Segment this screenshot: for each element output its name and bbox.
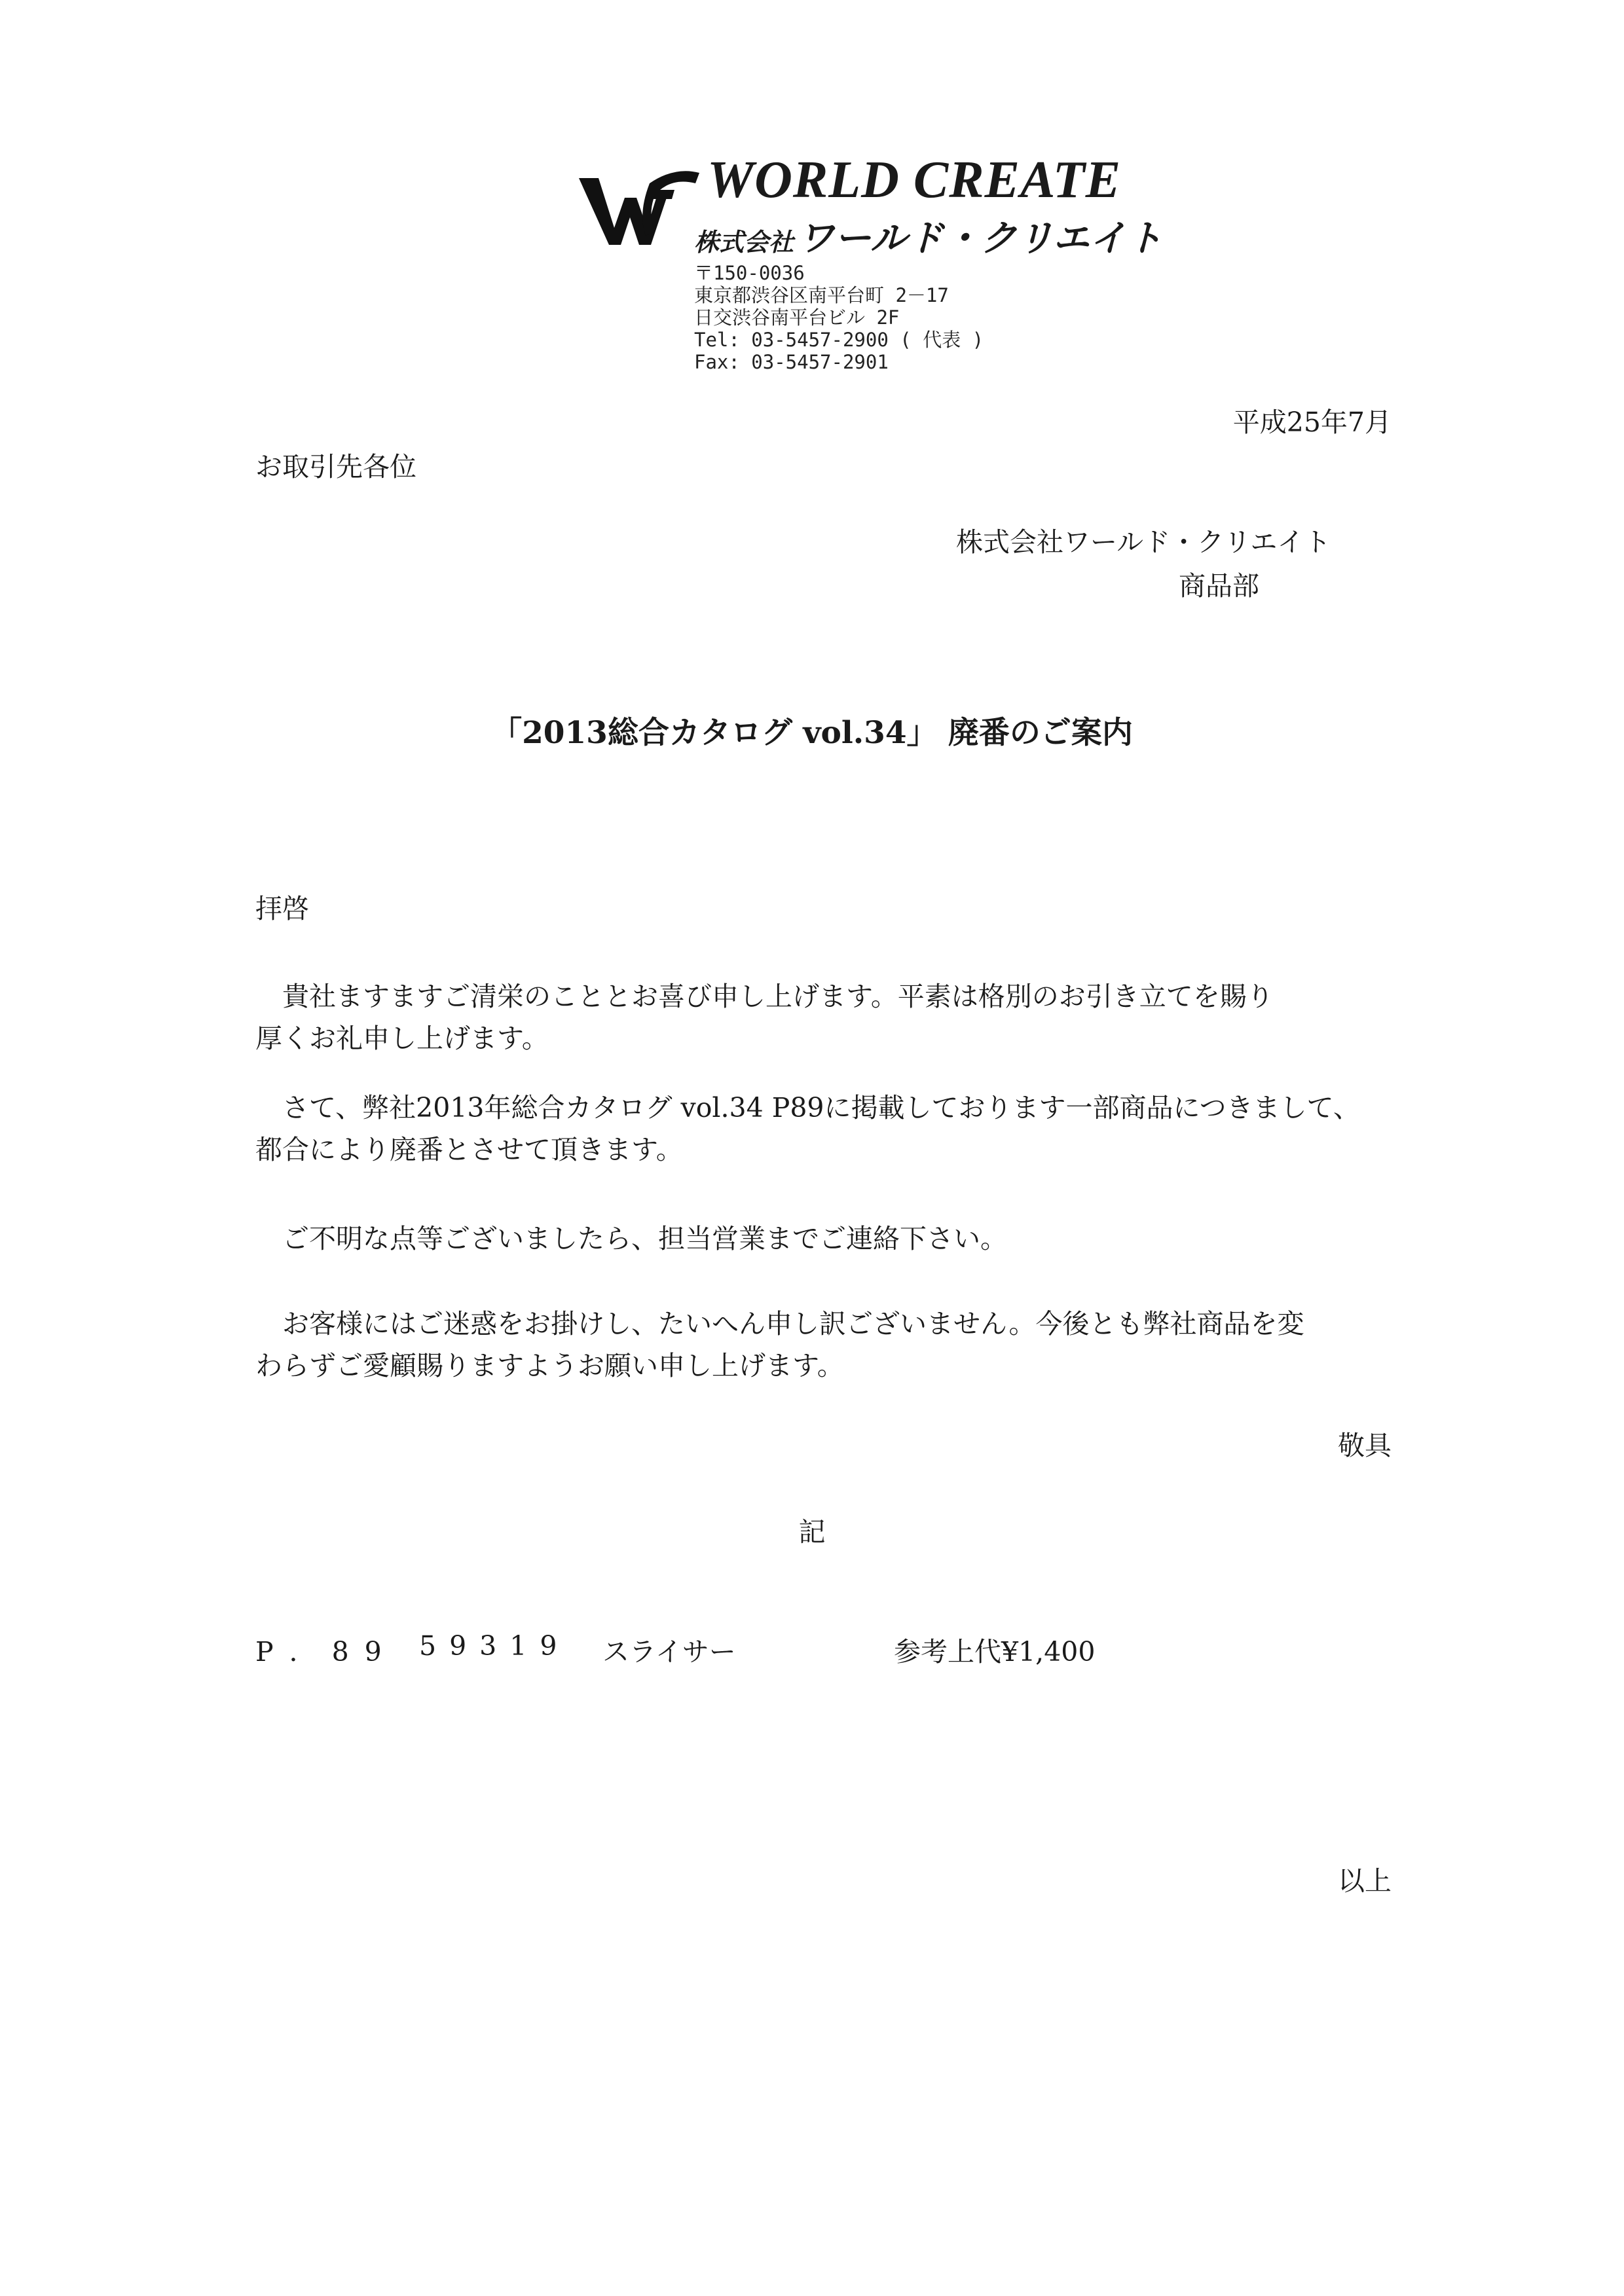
fax-number: Fax: 03-5457-2901 (694, 351, 889, 373)
address-building: 日交渋谷南平台ビル 2F (694, 306, 900, 329)
paragraph-line: 都合により廃番とさせて頂きます。 (255, 1134, 683, 1165)
end-mark: 以上 (1338, 1865, 1392, 1897)
item-price: 参考上代¥1,400 (894, 1636, 1096, 1667)
paragraph-line: 貴社ますますご清栄のこととお喜び申し上げます。平素は格別のお引き立てを賜り (255, 981, 1274, 1012)
paragraph-line: お客様にはご迷惑をお掛けし、たいへん申し訳ございません。今後とも弊社商品を変 (255, 1308, 1304, 1339)
paragraph-greeting (255, 975, 1395, 1059)
address-street: 東京都渋谷区南平台町 2－17 (694, 284, 949, 306)
paragraph-announcement (255, 1087, 1395, 1171)
brand-name-ja (694, 210, 1163, 262)
salutation: 拝啓 (255, 893, 309, 924)
item-page: P．89 (255, 1636, 397, 1667)
paragraph-line: わらずご愛顧賜りますようお願い申し上げます。 (255, 1350, 844, 1381)
paragraph-line: ご不明な点等ございましたら、担当営業までご連絡下さい。 (255, 1223, 1007, 1254)
addressee: お取引先各位 (255, 451, 416, 483)
paragraph-contact (255, 1218, 1395, 1260)
letterhead (576, 151, 1163, 373)
postal-code: 〒150-0036 (694, 262, 805, 284)
phone-number: Tel: 03-5457-2900 ( 代表 ) (694, 329, 984, 351)
brand-name: ワールド・クリエイト (798, 217, 1163, 260)
record-heading: 記 (798, 1516, 826, 1548)
company-address (694, 262, 984, 373)
paragraph-line: 厚くお礼申し上げます。 (255, 1023, 549, 1054)
brand-prefix: 株式会社 (694, 228, 794, 257)
closing-word: 敬具 (1338, 1430, 1392, 1461)
sender-department: 商品部 (1179, 570, 1259, 602)
paragraph-line: さて、弊社2013年総合カタログ vol.34 P89に掲載しております一部商品につきまして、 (255, 1092, 1360, 1123)
letter-date: 平成25年7月 (1232, 407, 1392, 438)
document-title: 「2013総合カタログ vol.34」 廃番のご案内 (491, 715, 1133, 751)
item-code: 59319 (419, 1630, 570, 1662)
item-name: スライサー (602, 1636, 736, 1667)
brand-name-en: WORLD CREATE (707, 151, 1122, 209)
sender-company: 株式会社ワールド・クリエイト (956, 526, 1331, 558)
wc-logo-icon (576, 164, 701, 249)
paragraph-apology (255, 1303, 1395, 1387)
